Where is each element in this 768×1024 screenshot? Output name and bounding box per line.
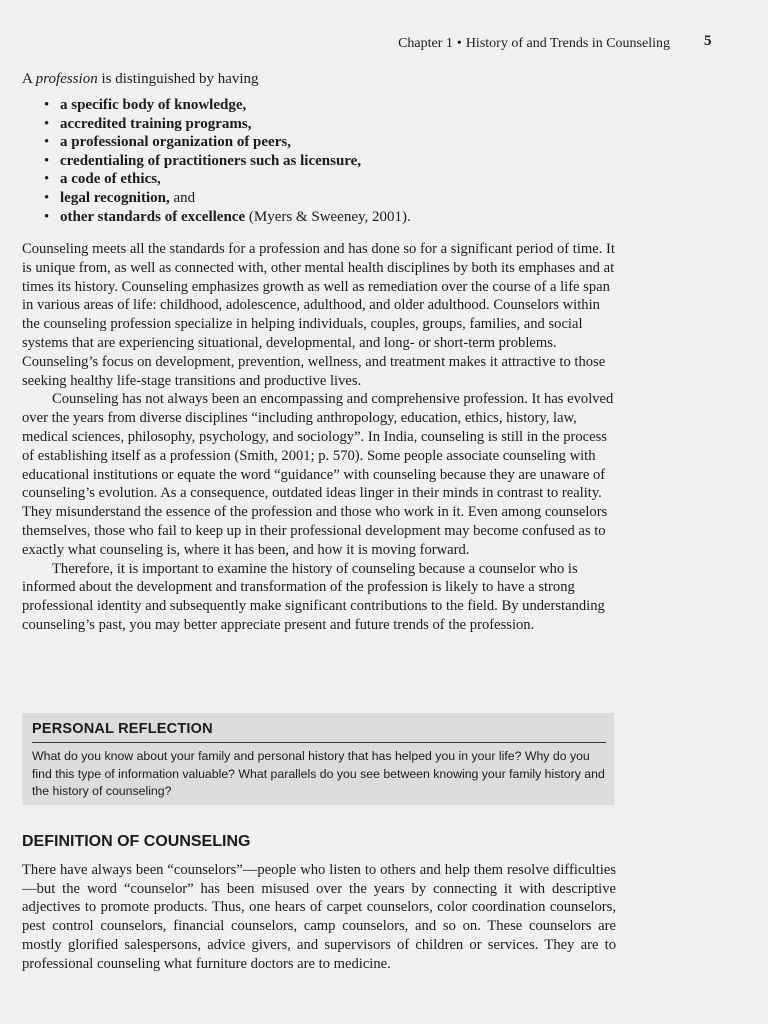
reflection-text: What do you know about your family and personal history that has helped you in your life? Why do you find this type of information valuable? What parallels do you see between knowing your family history and the history of counseling? (32, 749, 605, 799)
body-text (22, 240, 616, 635)
chapter-title: History of and Trends in Counseling (465, 36, 670, 51)
intro-prefix: A (22, 71, 36, 87)
intro-term: profession (35, 71, 98, 87)
running-head (398, 36, 670, 52)
paragraph: Therefore, it is important to examine the history of counseling because a counselor who is informed about the development and transformation of the profession is likely to have a strong professional identity and subsequently make significant contributions to the field. By understanding counseling’s past, you may better appreciate present and future trends of the profession. (22, 560, 605, 633)
intro-suffix: is distinguished by having (97, 71, 259, 87)
page-number: 5 (704, 33, 712, 49)
personal-reflection-box (22, 713, 614, 805)
paragraph: Counseling meets all the standards for a profession and has done so for a significant period of time. It is unique from, as well as connected with, other mental health disciplines by both its emphases and at times its history. Counseling emphasizes growth as well as remediation over the course of a life span in various areas of life: childhood, adolescence, adulthood, and older adulthood. Counselors within the counseling profession specialize in helping individuals, couples, groups, families, and social systems that are experiencing situational, developmental, and long- or short-term problems. Counseling’s focus on development, prevention, wellness, and treatment makes it attractive to those seeking healthy life-stage transitions and productive lives. (22, 241, 615, 389)
list-item (40, 189, 640, 208)
intro-sentence (22, 70, 642, 88)
paragraph: Counseling has not always been an encompassing and comprehensive profession. It has evolved over the years from diverse disciplines “including anthropology, education, ethics, history, law, medical sciences, philosophy, psychology, and sociology”. In India, counseling is still in the process of establishing itself as a profession (Smith, 2001; p. 570). Some people associate counseling with educational institutions or equate the word “guidance” with counseling because they are unaware of counseling’s evolution. As a consequence, outdated ideas linger in their minds in contrast to reality. They misunderstand the essence of the profession and those who work in it. Even among counselors themselves, those who fail to keep up in their professional development may become confused as to exactly what counseling is, where it has been, and how it is moving forward. (22, 391, 614, 558)
list-item-rest: (Myers & Sweeney, 2001). (245, 208, 411, 225)
chapter-label: Chapter 1 (398, 36, 453, 51)
list-item (40, 152, 640, 171)
list-item-bold: accredited training programs, (60, 115, 252, 132)
list-item-rest: and (169, 189, 196, 206)
list-item (40, 133, 640, 152)
list-item-bold: other standards of excellence (60, 208, 246, 225)
list-item (40, 170, 640, 189)
reflection-title: PERSONAL REFLECTION (32, 721, 213, 737)
section-heading: DEFINITION OF COUNSELING (22, 833, 251, 850)
list-item-bold: a code of ethics, (60, 171, 161, 188)
list-item-bold: credentialing of practitioners such as licensure, (60, 152, 362, 169)
list-item-bold: a professional organization of peers, (60, 134, 291, 151)
list-item (40, 96, 640, 115)
list-item-bold: a specific body of knowledge, (60, 97, 247, 113)
reflection-rule (32, 742, 606, 743)
list-item (40, 208, 640, 227)
list-item-bold: legal recognition, (60, 189, 170, 206)
list-item (40, 115, 640, 134)
header-separator: • (456, 36, 462, 51)
definition-paragraph: There have always been “counselors”—people who listen to others and help them resolve difficulties—but the word “counselor” has been misused over the years by connecting it with descriptive adjectives to promote products. Thus, one hears of carpet counselors, color coordination counselors, pest control counselors, financial counselors, camp counselors, and so on. These counselors are mostly glorified salespersons, advice givers, and supervisors of children or services. They are to professional counseling what furniture doctors are to medicine. (22, 862, 616, 972)
profession-criteria-list (40, 96, 640, 226)
